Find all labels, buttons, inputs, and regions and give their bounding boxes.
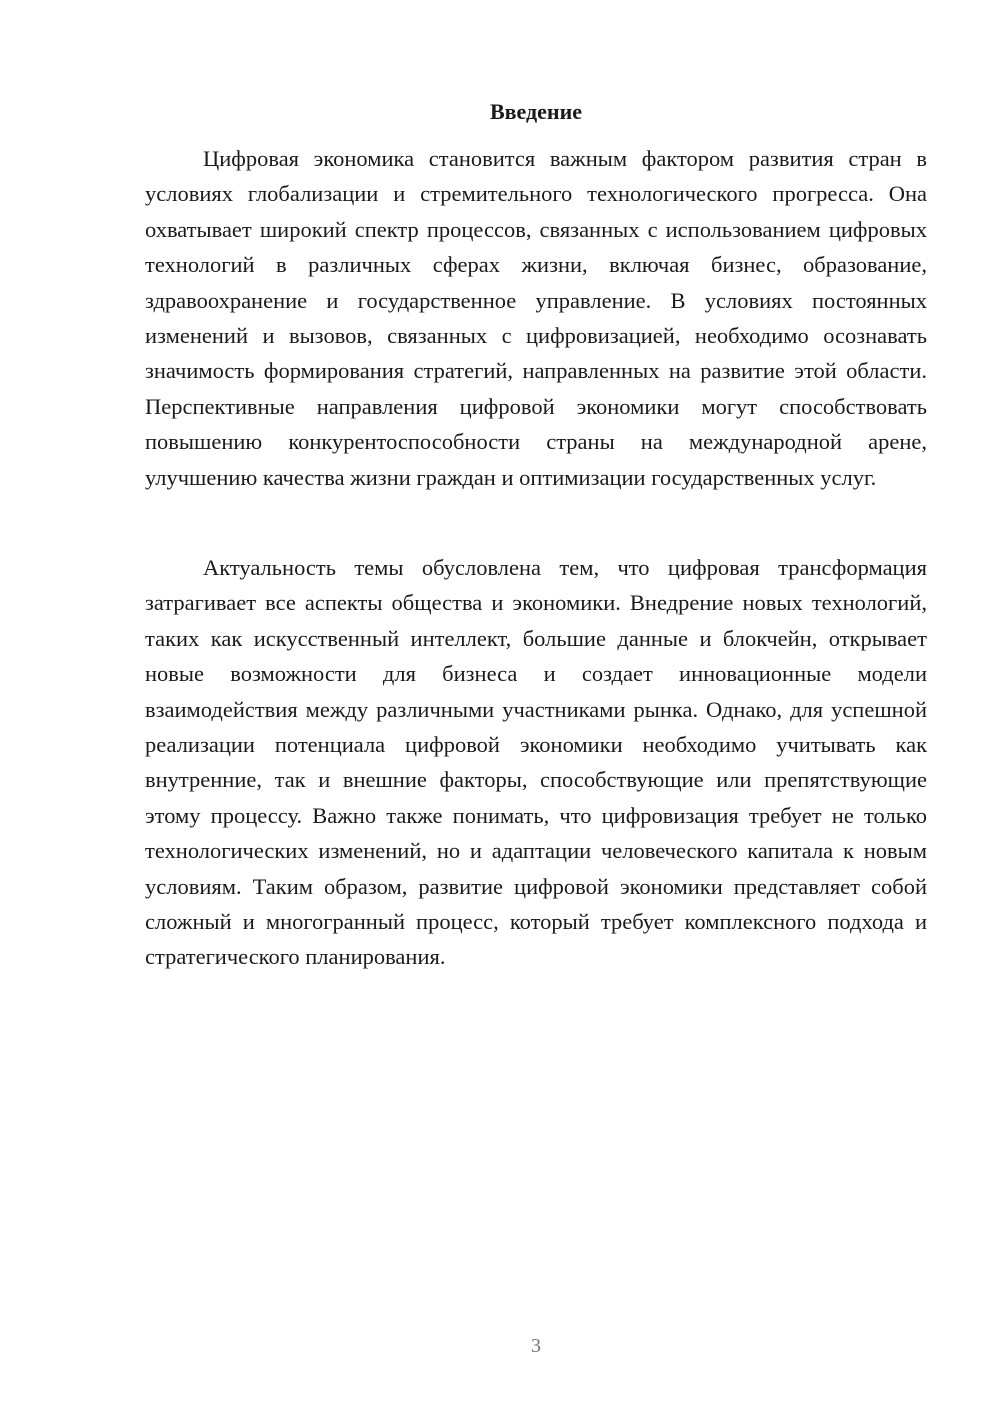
paragraph-text: Цифровая экономика становится важным фактором развития стран в условиях глобализации и стремительного технологического прогресса. Она охватывает широкий спектр процессов, связанных с использованием цифровых технологий в различных сферах жизни, включая бизнес, образование, здравоохранение и государственное управление. В условиях постоянных изменений и вызовов, связанных с цифровизацией, необходимо осознавать значимость формирования стратегий, направленных на развитие этой области. Перспективные направления цифровой экономики могут способствовать повышению конкурентоспособности страны на международной арене, улучшению качества жизни граждан и оптимизации государственных услуг. <box>145 146 927 490</box>
paragraph-text: Актуальность темы обусловлена тем, что цифровая трансформация затрагивает все аспекты общества и экономики. Внедрение новых технологий, таких как искусственный интеллект, большие данные и блокчейн, открывает новые возможности для бизнеса и создает инновационные модели взаимодействия между различными участниками рынка. Однако, для успешной реализации потенциала цифровой экономики необходимо учитывать как внутренние, так и внешние факторы, способствующие или препятствующие этому процессу. Важно также понимать, что цифровизация требует не только технологических изменений, но и адаптации человеческого капитала к новым условиям. Таким образом, развитие цифровой экономики представляет собой сложный и многогранный процесс, который требует комплексного подхода и стратегического планирования. <box>145 555 927 970</box>
page-title: Введение <box>489 99 583 124</box>
page-number: 3 <box>531 1335 541 1357</box>
body-paragraph-1 <box>145 141 927 495</box>
body-paragraph-2 <box>145 550 927 975</box>
